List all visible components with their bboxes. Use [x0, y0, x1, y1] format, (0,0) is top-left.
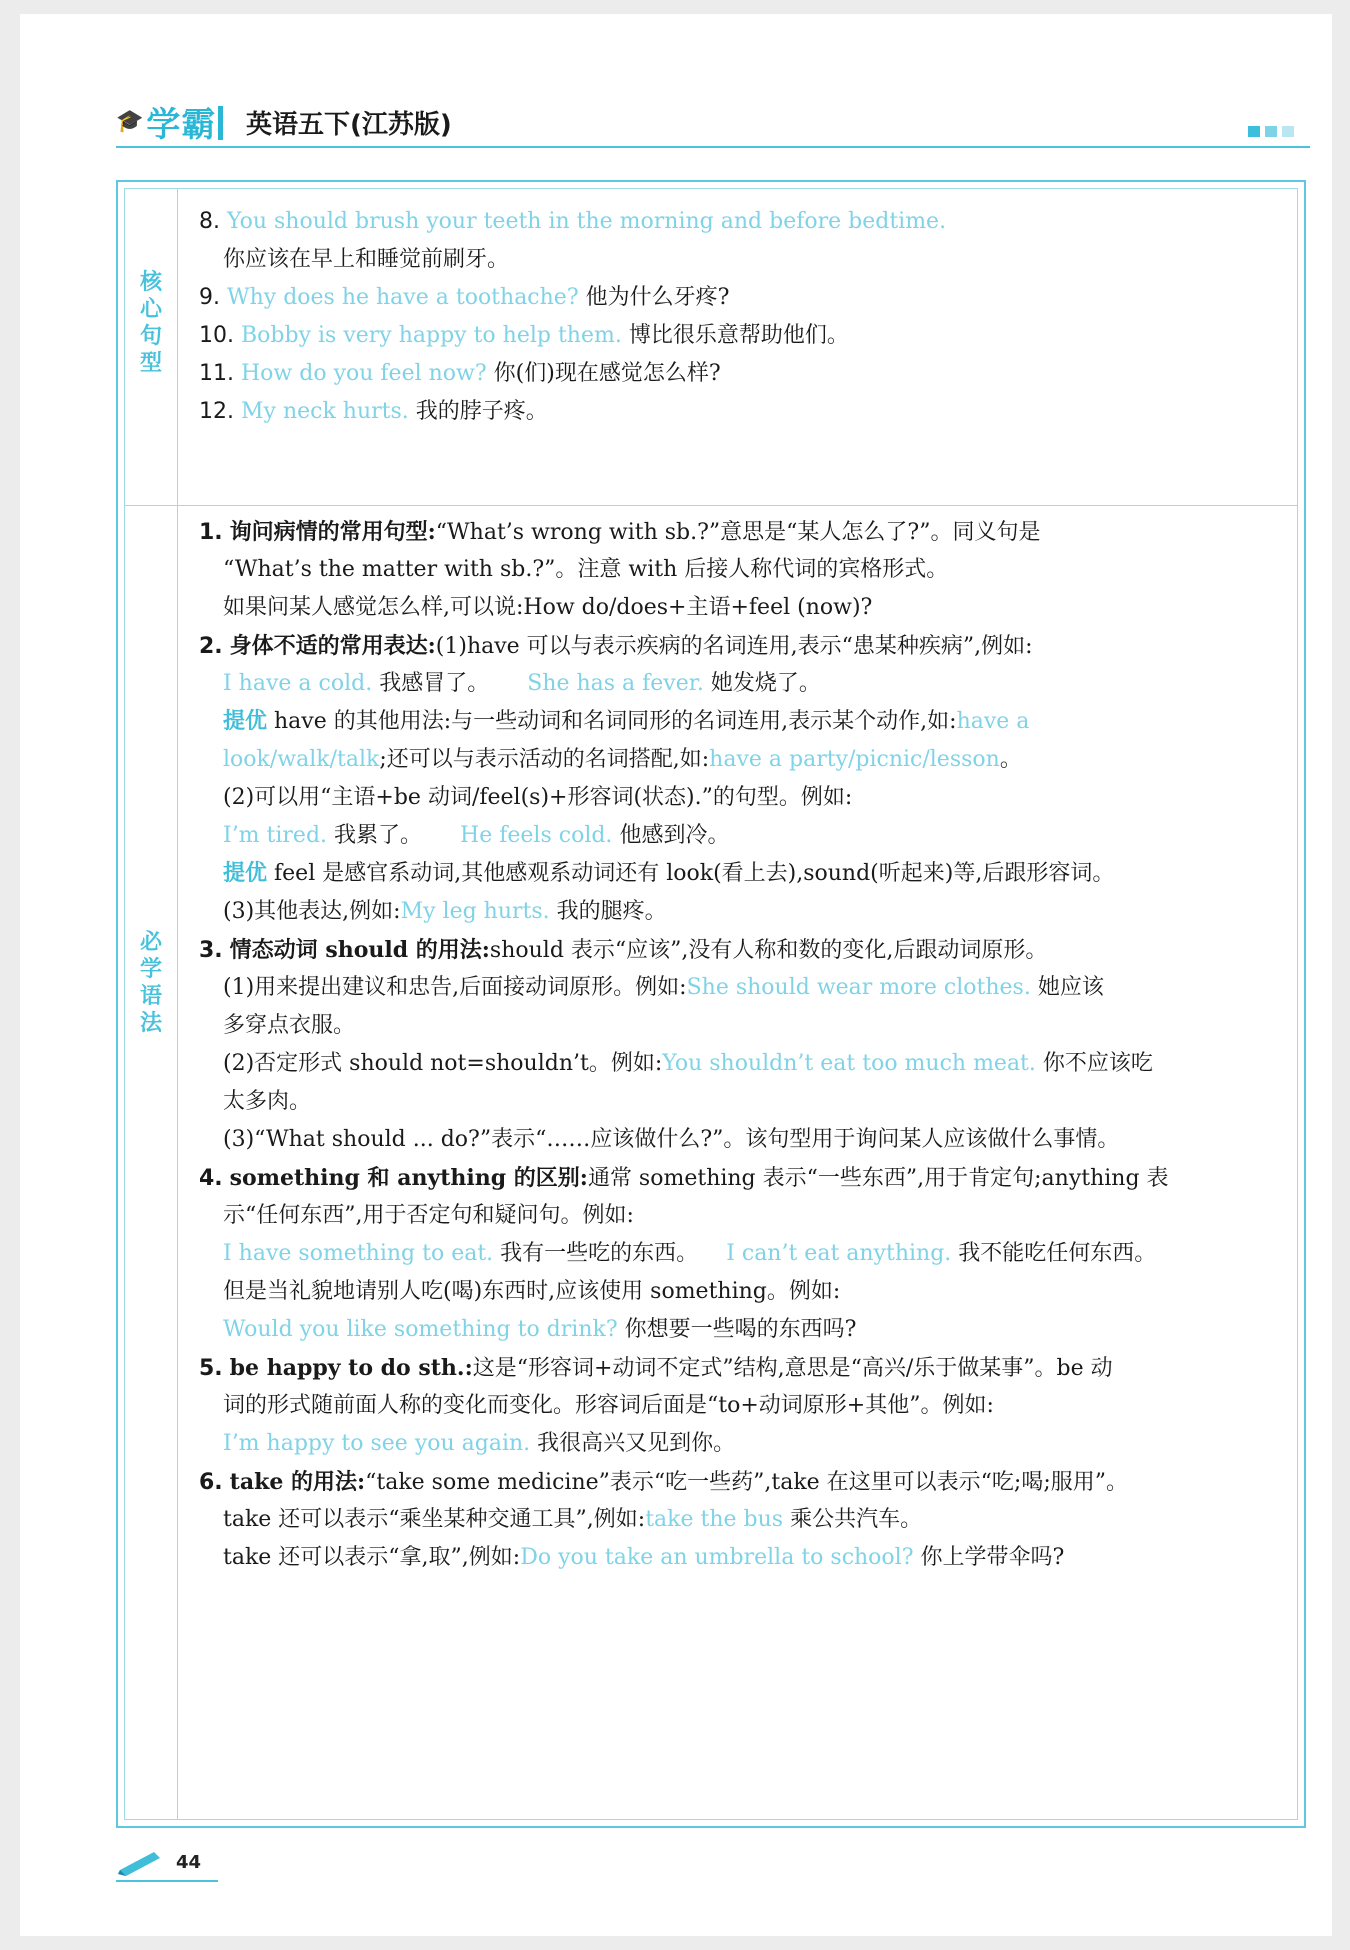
- english-example: She has a fever.: [527, 671, 704, 696]
- grammar-text: 词的形式随前面人称的变化而变化。形容词后面是“to+动词原形+其他”。例如:: [223, 1393, 994, 1418]
- chinese-translation: 多穿点衣服。: [223, 1013, 356, 1038]
- section-divider: [125, 505, 1297, 506]
- chinese-translation: 你应该在早上和睡觉前刷牙。: [223, 247, 510, 272]
- english-example: He feels cold.: [460, 823, 613, 848]
- tip-badge: 提优: [223, 861, 268, 886]
- label-char: 语: [139, 984, 162, 1009]
- english-example: I’m tired.: [223, 823, 328, 848]
- core-sentence: [199, 397, 548, 427]
- grammar-heading: something 和 anything 的区别:: [229, 1165, 588, 1191]
- grammar-text: feel 是感官系动词,其他感观系动词还有 look(看上去),sound(听起来)等,后跟形容词。: [274, 861, 1115, 886]
- item-number: 3.: [199, 938, 223, 963]
- example-line: [223, 1239, 1156, 1269]
- english-example: I can’t eat anything.: [726, 1241, 952, 1266]
- english-example: have a party/picnic/lesson: [709, 747, 1000, 772]
- grammar-point-2: [199, 631, 1033, 662]
- grammar-text: take 还可以表示“乘坐某种交通工具”,例如:: [223, 1507, 646, 1532]
- grammar-text: “take some medicine”表示“吃一些药”,take 在这里可以表示“吃;喝;服用”。: [365, 1470, 1128, 1495]
- chinese-translation: 你(们)现在感觉怎么样?: [493, 361, 721, 386]
- example-line: [223, 897, 667, 927]
- brand-logo: [116, 98, 216, 144]
- grammar-text: “What’s the matter with sb.?”。注意 with 后接人称代词的宾格形式。: [223, 557, 949, 582]
- grammar-text: 如果问某人感觉怎么样,可以说:How do/does+主语+feel (now)?: [223, 595, 873, 620]
- chinese-translation: 你不应该吃: [1042, 1051, 1153, 1076]
- chinese-translation: 他为什么牙疼?: [585, 285, 730, 310]
- chinese-translation: 我累了。: [334, 823, 423, 848]
- english-example: I have a cold.: [223, 671, 373, 696]
- footer-divider: [116, 1880, 218, 1882]
- label-char: 必: [139, 930, 162, 955]
- core-sentence: [199, 207, 946, 237]
- content-inner-frame: [124, 188, 1298, 1820]
- header-divider: [116, 146, 1310, 148]
- item-number: 8.: [199, 209, 220, 234]
- english-sentence: Why does he have a toothache?: [227, 285, 579, 310]
- english-example: She should wear more clothes.: [686, 975, 1031, 1000]
- grammar-heading: 身体不适的常用表达:: [229, 633, 436, 659]
- english-sentence: Bobby is very happy to help them.: [241, 323, 622, 348]
- example-line: [223, 821, 729, 851]
- item-number: 2.: [199, 634, 223, 659]
- example-line: [223, 1543, 1064, 1573]
- grammar-heading: take 的用法:: [229, 1469, 366, 1495]
- punctuation: 。: [999, 747, 1022, 772]
- item-number: 1.: [199, 520, 223, 545]
- grammar-heading: 情态动词 should 的用法:: [229, 937, 490, 963]
- label-char: 型: [139, 351, 162, 376]
- grammar-text: take 还可以表示“拿,取”,例如:: [223, 1545, 521, 1570]
- chinese-translation: 博比很乐意帮助他们。: [628, 323, 849, 348]
- example-line: [223, 1049, 1153, 1079]
- grammar-text: (3)其他表达,例如:: [223, 899, 401, 924]
- page-header: [116, 98, 1310, 148]
- square-icon: [1265, 126, 1277, 137]
- english-sentence: You should brush your teeth in the morning and before bedtime.: [227, 209, 947, 234]
- grammar-heading: be happy to do sth.:: [229, 1355, 473, 1381]
- tip-line: [223, 859, 1114, 889]
- page: [20, 14, 1332, 1936]
- tip-line: [223, 707, 1029, 737]
- grammar-text: 但是当礼貌地请别人吃(喝)东西时,应该使用 something。例如:: [223, 1279, 841, 1304]
- core-sentence: [199, 359, 721, 389]
- english-example: take the bus: [645, 1507, 784, 1532]
- item-number: 6.: [199, 1470, 223, 1495]
- grammar-text: (3)“What should ... do?”表示“……应该做什么?”。该句型用于询问某人应该做什么事情。: [223, 1127, 1120, 1152]
- english-example: You shouldn’t eat too much meat.: [662, 1051, 1036, 1076]
- english-example: look/walk/talk: [223, 747, 380, 772]
- chinese-translation: 你上学带伞吗?: [920, 1545, 1065, 1570]
- english-sentence: How do you feel now?: [241, 361, 487, 386]
- section-label-core-sentences: [125, 269, 177, 377]
- section-label-grammar: [125, 929, 177, 1037]
- grammar-text: 这是“形容词+动词不定式”结构,意思是“高兴/乐于做某事”。be 动: [472, 1356, 1113, 1381]
- item-number: 5.: [199, 1356, 223, 1381]
- grammar-point-6: [199, 1467, 1128, 1498]
- grammar-text: (1)have 可以与表示疾病的名词连用,表示“患某种疾病”,例如:: [435, 634, 1033, 659]
- grammar-point-4: [199, 1163, 1169, 1194]
- item-number: 10.: [199, 323, 234, 348]
- content-frame: [116, 180, 1306, 1828]
- example-line: [223, 669, 821, 699]
- core-sentence-translation: [223, 245, 509, 275]
- page-number: 44: [176, 1852, 202, 1873]
- english-example: My leg hurts.: [400, 899, 550, 924]
- core-sentence: [199, 283, 729, 313]
- grammar-text: ;还可以与表示活动的名词搭配,如:: [379, 747, 710, 772]
- header-decoration: [1248, 126, 1294, 137]
- chinese-translation: 我很高兴又见到你。: [537, 1431, 736, 1456]
- tip-line-continued: [223, 745, 1022, 775]
- english-example: I’m happy to see you again.: [223, 1431, 531, 1456]
- chinese-translation: 我有一些吃的东西。: [500, 1241, 699, 1266]
- square-icon: [1248, 126, 1260, 137]
- tip-badge: 提优: [223, 709, 268, 734]
- chinese-translation: 他感到冷。: [619, 823, 730, 848]
- chinese-translation: 我的腿疼。: [556, 899, 667, 924]
- grammar-text: should 表示“应该”,没有人称和数的变化,后跟动词原形。: [489, 938, 1048, 963]
- chinese-translation: 我的脖子疼。: [415, 399, 548, 424]
- english-sentence: My neck hurts.: [241, 399, 409, 424]
- grammar-text: 示“任何东西”,用于否定句和疑问句。例如:: [223, 1203, 634, 1228]
- item-number: 9.: [199, 285, 220, 310]
- english-example: Would you like something to drink?: [223, 1317, 618, 1342]
- label-char: 法: [139, 1011, 162, 1036]
- core-sentence: [199, 321, 849, 351]
- grammar-heading: 询问病情的常用句型:: [229, 519, 436, 545]
- chinese-translation: 太多肉。: [223, 1089, 312, 1114]
- item-number: 12.: [199, 399, 234, 424]
- square-icon: [1282, 126, 1294, 137]
- english-example: have a: [956, 709, 1030, 734]
- logo-text: 学霸: [146, 104, 217, 145]
- book-title: 英语五下(江苏版): [246, 110, 452, 140]
- item-number: 4.: [199, 1166, 223, 1191]
- chinese-translation: 你想要一些喝的东西吗?: [624, 1317, 857, 1342]
- chinese-translation: 乘公共汽车。: [790, 1507, 923, 1532]
- grammar-point-3: [199, 935, 1047, 966]
- label-char: 核: [139, 270, 162, 295]
- logo-divider: [218, 106, 223, 140]
- chinese-translation: 我感冒了。: [379, 671, 490, 696]
- chinese-translation: 我不能吃任何东西。: [958, 1241, 1157, 1266]
- chinese-translation: 她发烧了。: [710, 671, 821, 696]
- grammar-text: (2)可以用“主语+be 动词/feel(s)+形容词(状态).”的句型。例如:: [223, 785, 853, 810]
- chinese-translation: 她应该: [1037, 975, 1104, 1000]
- grammar-text: “What’s wrong with sb.?”意思是“某人怎么了?”。同义句是: [435, 520, 1041, 545]
- grammar-point-1: [199, 517, 1040, 548]
- label-char: 句: [139, 324, 162, 349]
- label-char: 学: [139, 957, 162, 982]
- english-example: Do you take an umbrella to school?: [520, 1545, 914, 1570]
- example-line: [223, 1315, 856, 1345]
- graduation-cap-icon: 🎓: [116, 108, 145, 134]
- label-char: 心: [139, 297, 162, 322]
- example-line: [223, 973, 1104, 1003]
- example-line: [223, 1505, 922, 1535]
- item-number: 11.: [199, 361, 234, 386]
- grammar-text: (2)否定形式 should not=shouldn’t。例如:: [223, 1051, 663, 1076]
- grammar-text: (1)用来提出建议和忠告,后面接动词原形。例如:: [223, 975, 687, 1000]
- example-line: [223, 1429, 735, 1459]
- grammar-point-5: [199, 1353, 1113, 1384]
- grammar-text: have 的其他用法:与一些动词和名词同形的名词连用,表示某个动作,如:: [274, 709, 957, 734]
- grammar-text: 通常 something 表示“一些东西”,用于肯定句;anything 表: [587, 1166, 1169, 1191]
- english-example: I have something to eat.: [223, 1241, 494, 1266]
- pencil-icon: [116, 1852, 168, 1882]
